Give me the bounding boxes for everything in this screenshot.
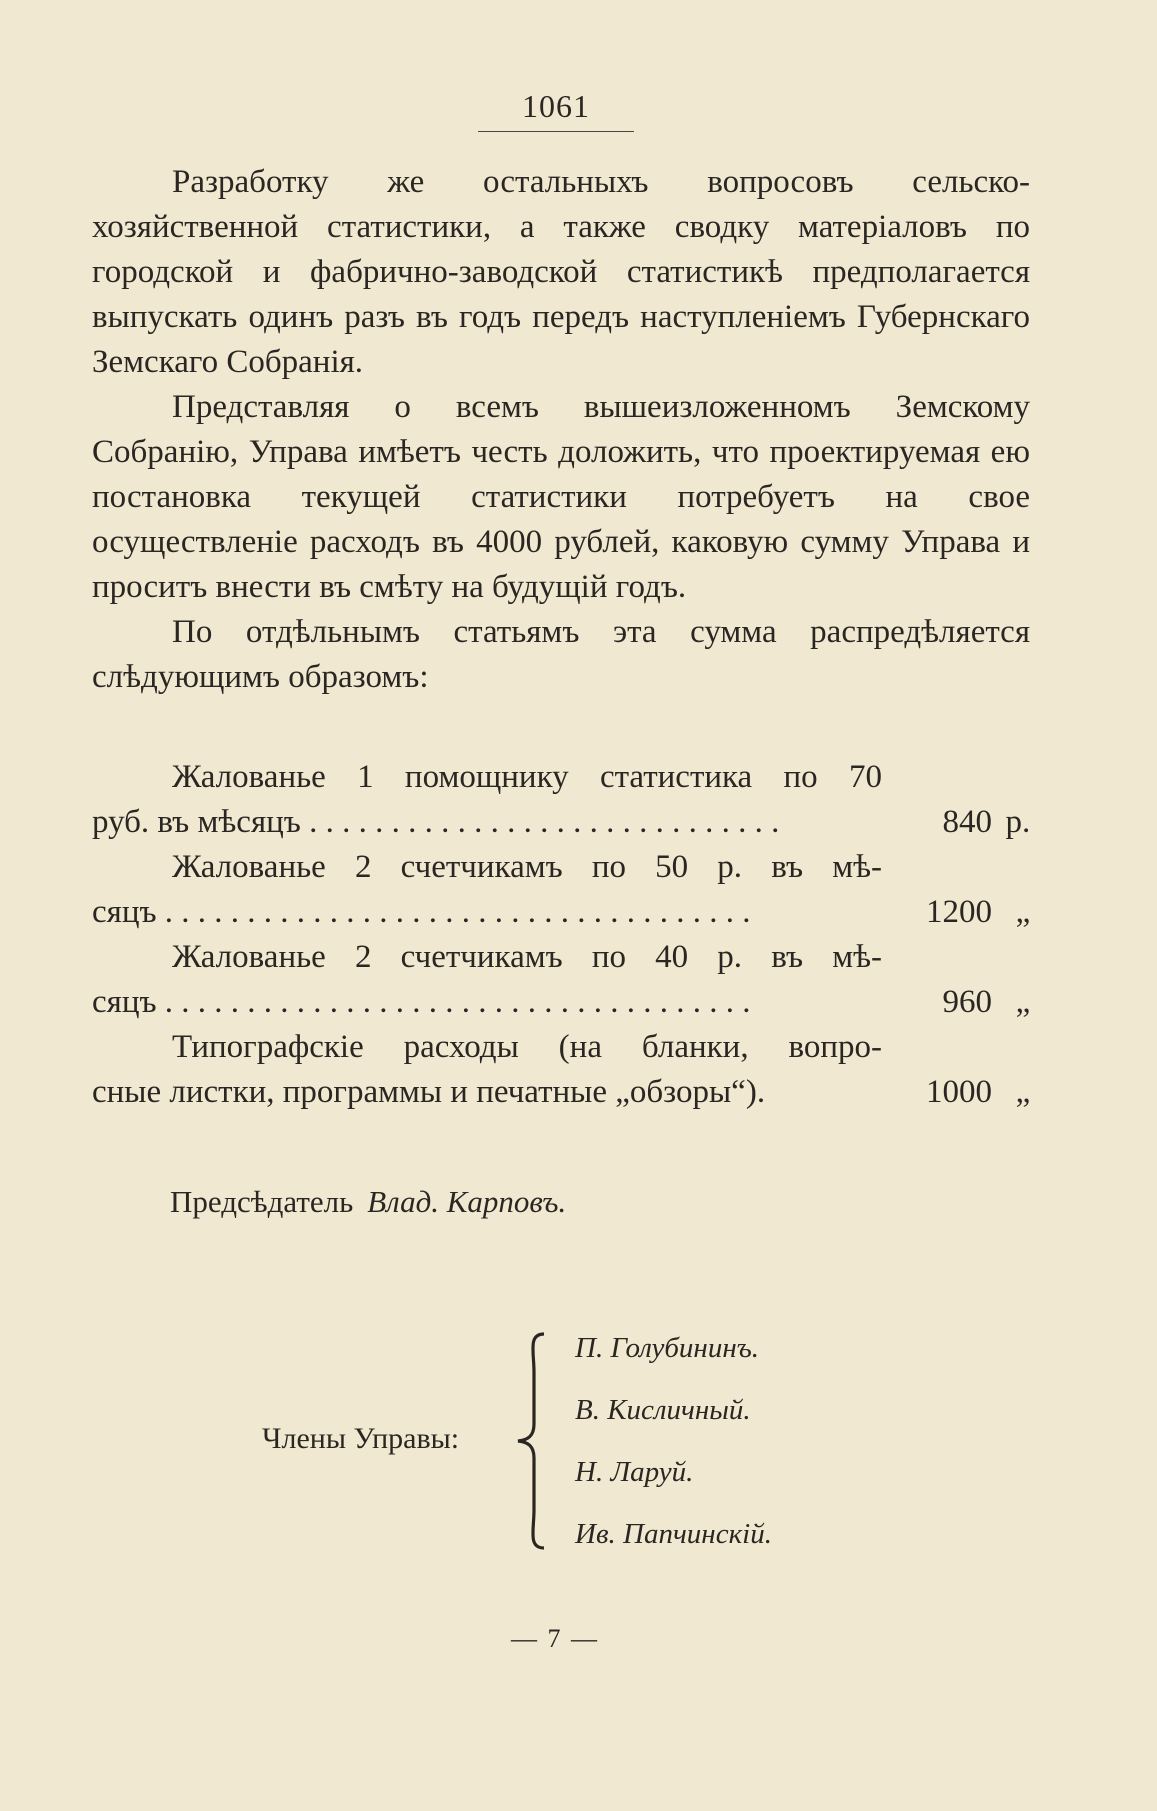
body-text [92,160,1030,700]
expense-amount-value: 960 [942,984,992,1020]
expense-description [92,755,882,845]
members-list [575,1326,772,1574]
member-signature: Н. Ларуй. [575,1456,694,1488]
paragraph-3: По отдѣльнымъ статьямъ эта сумма распредѣляется слѣдующимъ образомъ: [92,614,1030,695]
expense-line-1: Жалованье 2 счетчикамъ по 50 р. въ мѣ- [172,849,882,885]
page-number-rule [478,131,634,132]
expense-line-2: сные листки, программы и печатные „обзоры“). [92,1074,766,1110]
member-signature: В. Кисличный. [575,1394,751,1426]
expense-amount [890,980,1030,1025]
expense-item [92,755,1030,845]
expense-list [92,755,1030,1115]
expense-amount-value: 840 [942,804,992,840]
expense-description [92,1025,882,1115]
expense-line-2: сяцъ . . . . . . . . . . . . . . . . . . . . . . . . . . . . . . . . . . . . [92,894,751,930]
chairman-title: Предсѣдатель [170,1184,354,1219]
expense-item [92,935,1030,1025]
expense-amount-unit: „ [1015,1074,1031,1110]
expense-amount-unit: р. [1005,804,1031,840]
expense-description [92,935,882,1025]
footer-page-number: — 7 — [511,1624,599,1653]
expense-line-2: сяцъ . . . . . . . . . . . . . . . . . . . . . . . . . . . . . . . . . . . . [92,984,751,1020]
expense-item [92,845,1030,935]
expense-amount-unit: „ [1015,894,1031,930]
expense-line-1: Типографскіе расходы (на бланки, вопро- [172,1029,882,1065]
curly-brace-icon [510,1332,556,1550]
expense-amount-value: 1000 [926,1074,992,1110]
expense-amount [890,890,1030,935]
expense-line-1: Жалованье 1 помощнику статистика по 70 [172,759,882,795]
expense-description [92,845,882,935]
paragraph-1: Разработку же остальныхъ вопросовъ сельско-хозяйственной статистики, а также сводку матеріаловъ по городской и фабрично-заводской статистикѣ предполагается выпускать одинъ разъ въ годъ передъ наступленіемъ Губернскаго Земскаго Собранія. [92,164,1030,380]
page-number: 1061 [522,88,590,124]
expense-line-2: руб. въ мѣсяцъ . . . . . . . . . . . . . . . . . . . . . . . . . . . . . [92,804,780,840]
expense-amount-value: 1200 [926,894,992,930]
expense-amount [890,1070,1030,1115]
paragraph-2: Представляя о всемъ вышеизложенномъ Земскому Собранію, Управа имѣетъ честь доложить, что проектируемая ею постановка текущей статистики потребуетъ на свое осуществленіе расходъ въ 4000 рублей, каковую сумму Управа и проситъ внести въ смѣту на будущій годъ. [92,389,1030,605]
member-signature: П. Голубининъ. [575,1332,760,1364]
member-signature: Ив. Папчинскій. [575,1518,772,1550]
expense-amount [890,800,1030,845]
expense-amount-unit: „ [1015,984,1031,1020]
chairman-line [170,1184,566,1220]
expense-item [92,1025,1030,1115]
chairman-signature: Влад. Карповъ. [367,1184,567,1219]
expense-line-1: Жалованье 2 счетчикамъ по 40 р. въ мѣ- [172,939,882,975]
members-label: Члены Управы: [262,1422,460,1455]
